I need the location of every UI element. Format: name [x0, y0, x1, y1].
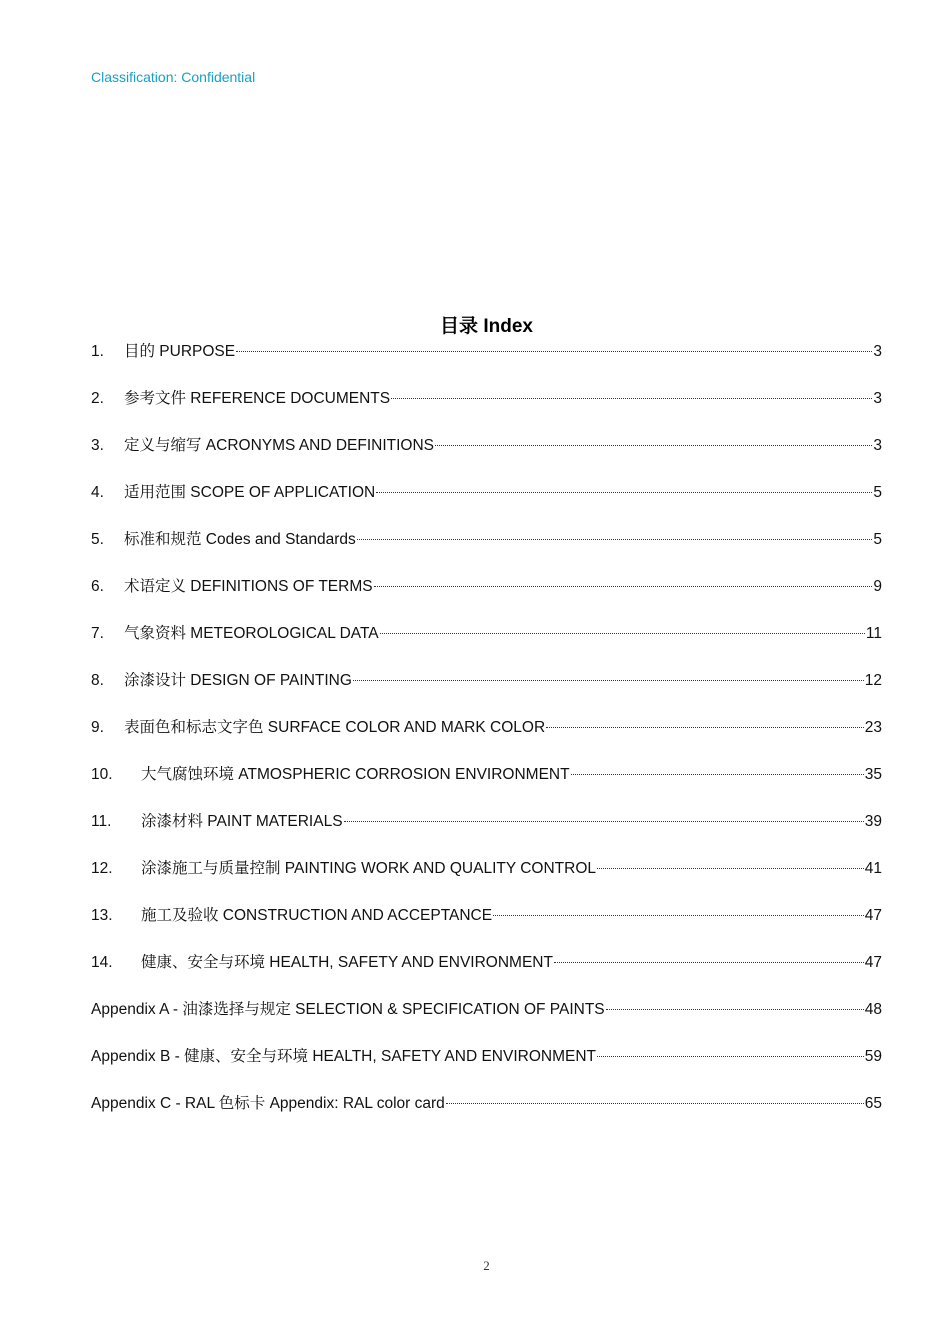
toc-entry-number: 13.	[91, 907, 113, 924]
toc-dot-leader	[435, 445, 872, 446]
toc-entry-page: 48	[864, 1001, 882, 1018]
toc-entry-page: 11	[865, 625, 882, 642]
toc-entry-title: Appendix A - 油漆选择与规定 SELECTION & SPECIFICATION OF PAINTS	[91, 1001, 605, 1018]
toc-entry-title: Appendix B - 健康、安全与环境 HEALTH, SAFETY AND ENVIRONMENT	[91, 1048, 596, 1065]
toc-entry-appendix-b[interactable]	[91, 1045, 882, 1092]
toc-entry-11[interactable]	[91, 810, 882, 857]
toc-entry-number: 10.	[91, 766, 113, 783]
toc-entry-number: 14.	[91, 954, 113, 971]
toc-entry-1[interactable]	[91, 340, 882, 387]
toc-entry-number: 12.	[91, 860, 113, 877]
toc-entry-page: 39	[864, 813, 882, 830]
toc-entry-number: 6.	[91, 578, 104, 595]
toc-dot-leader	[357, 539, 873, 540]
toc-dot-leader	[597, 868, 864, 869]
toc-dot-leader	[344, 821, 864, 822]
toc-dot-leader	[597, 1056, 864, 1057]
table-of-contents	[91, 340, 882, 1139]
toc-entry-number: 9.	[91, 719, 104, 736]
toc-entry-13[interactable]	[91, 904, 882, 951]
toc-entry-page: 12	[864, 672, 882, 689]
toc-entry-number: 3.	[91, 437, 104, 454]
toc-dot-leader	[493, 915, 864, 916]
toc-entry-page: 47	[864, 907, 882, 924]
toc-entry-number: 8.	[91, 672, 104, 689]
toc-entry-number: 11.	[91, 813, 112, 830]
toc-dot-leader	[374, 586, 873, 587]
toc-dot-leader	[546, 727, 864, 728]
toc-entry-title: 标准和规范 Codes and Standards	[124, 531, 356, 548]
toc-entry-page: 3	[873, 390, 882, 407]
toc-entry-appendix-c[interactable]	[91, 1092, 882, 1139]
toc-entry-title: 表面色和标志文字色 SURFACE COLOR AND MARK COLOR	[124, 719, 546, 736]
toc-dot-leader	[236, 351, 872, 352]
toc-entry-5[interactable]	[91, 528, 882, 575]
toc-entry-title: 术语定义 DEFINITIONS OF TERMS	[124, 578, 373, 595]
toc-entry-number: 5.	[91, 531, 104, 548]
toc-entry-3[interactable]	[91, 434, 882, 481]
toc-entry-title: 适用范围 SCOPE OF APPLICATION	[124, 484, 376, 501]
toc-entry-10[interactable]	[91, 763, 882, 810]
toc-entry-6[interactable]	[91, 575, 882, 622]
toc-entry-4[interactable]	[91, 481, 882, 528]
toc-dot-leader	[376, 492, 872, 493]
toc-entry-7[interactable]	[91, 622, 882, 669]
toc-entry-page: 35	[864, 766, 882, 783]
toc-entry-number: 4.	[91, 484, 104, 501]
toc-entry-page: 47	[864, 954, 882, 971]
toc-entry-title: 大气腐蚀环境 ATMOSPHERIC CORROSION ENVIRONMENT	[141, 766, 570, 783]
toc-entry-title: 施工及验收 CONSTRUCTION AND ACCEPTANCE	[141, 907, 493, 924]
toc-entry-number: 7.	[91, 625, 104, 642]
toc-entry-14[interactable]	[91, 951, 882, 998]
toc-entry-page: 5	[873, 531, 882, 548]
page-number: 2	[483, 1258, 490, 1273]
toc-entry-title: 参考文件 REFERENCE DOCUMENTS	[124, 390, 391, 407]
toc-entry-page: 9	[873, 578, 882, 595]
toc-dot-leader	[380, 633, 865, 634]
toc-entry-title: 定义与缩写 ACRONYMS AND DEFINITIONS	[124, 437, 435, 454]
toc-dot-leader	[446, 1103, 864, 1104]
toc-entry-page: 65	[864, 1095, 882, 1112]
toc-entry-2[interactable]	[91, 387, 882, 434]
classification-label: Classification: Confidential	[91, 69, 256, 85]
toc-entry-title: Appendix C - RAL 色标卡 Appendix: RAL color card	[91, 1095, 445, 1112]
toc-entry-page: 3	[873, 343, 882, 360]
toc-entry-title: 健康、安全与环境 HEALTH, SAFETY AND ENVIRONMENT	[141, 954, 553, 971]
toc-entry-title: 目的 PURPOSE	[124, 343, 236, 360]
toc-title: 目录 Index	[440, 316, 533, 337]
toc-entry-page: 23	[864, 719, 882, 736]
toc-dot-leader	[353, 680, 864, 681]
toc-entry-title: 气象资料 METEOROLOGICAL DATA	[124, 625, 379, 642]
toc-entry-appendix-a[interactable]	[91, 998, 882, 1045]
toc-entry-page: 3	[873, 437, 882, 454]
toc-dot-leader	[391, 398, 872, 399]
toc-entry-page: 5	[873, 484, 882, 501]
toc-entry-number: 1.	[91, 343, 104, 360]
toc-entry-page: 59	[864, 1048, 882, 1065]
toc-dot-leader	[554, 962, 864, 963]
toc-entry-12[interactable]	[91, 857, 882, 904]
toc-entry-page: 41	[864, 860, 882, 877]
toc-entry-title: 涂漆设计 DESIGN OF PAINTING	[124, 672, 352, 689]
toc-dot-leader	[606, 1009, 864, 1010]
toc-entry-9[interactable]	[91, 716, 882, 763]
toc-dot-leader	[571, 774, 864, 775]
toc-entry-title: 涂漆施工与质量控制 PAINTING WORK AND QUALITY CONTROL	[141, 860, 596, 877]
toc-entry-8[interactable]	[91, 669, 882, 716]
toc-entry-title: 涂漆材料 PAINT MATERIALS	[141, 813, 343, 830]
toc-entry-number: 2.	[91, 390, 104, 407]
